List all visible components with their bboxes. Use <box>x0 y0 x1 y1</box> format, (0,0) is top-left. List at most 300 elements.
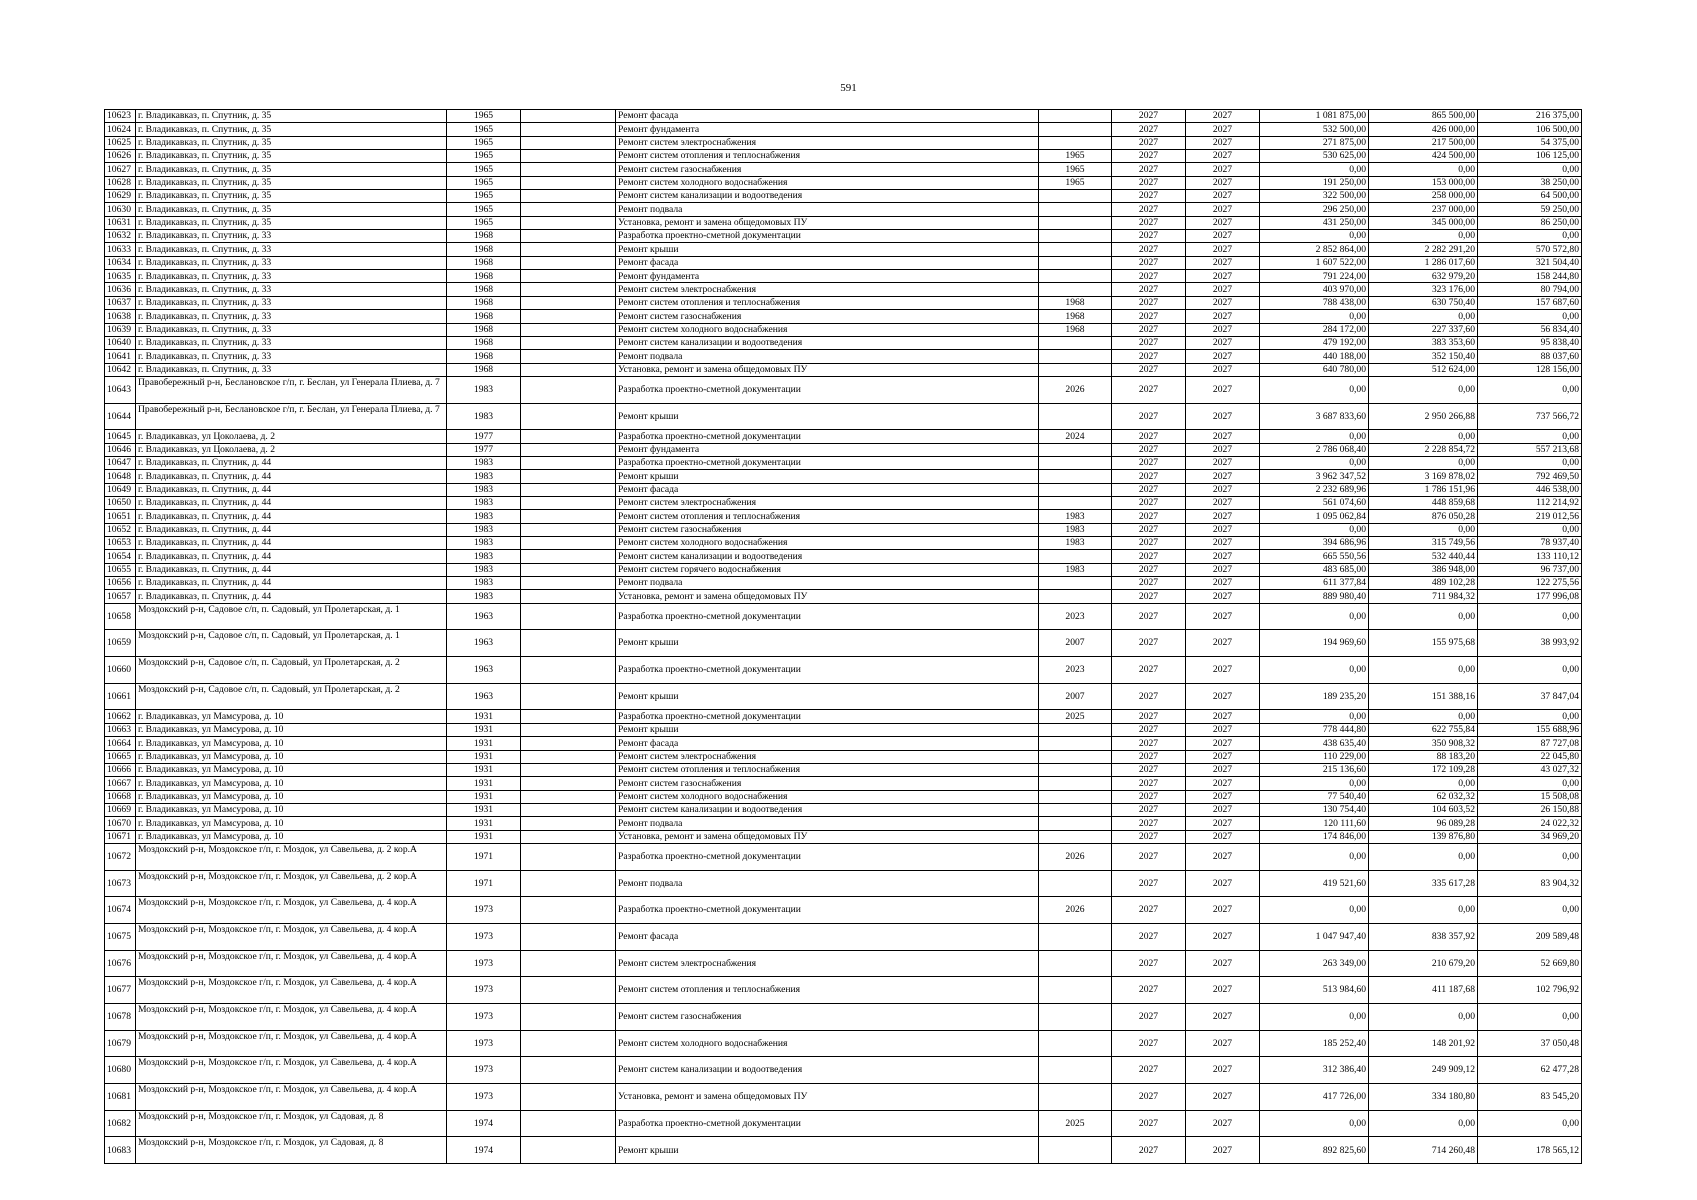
cell-total-cost: 312 386,40 <box>1260 1057 1369 1084</box>
cell-plan-year-start: 2027 <box>1112 336 1186 349</box>
table-row <box>105 1057 1582 1084</box>
cell-row-number: 10658 <box>105 603 136 630</box>
cell-fund-cost: 876 050,28 <box>1369 510 1478 523</box>
cell-work-type: Ремонт систем холодного водоснабжения <box>616 537 1039 550</box>
table-row <box>105 336 1582 349</box>
cell-last-repair-year <box>1039 950 1112 977</box>
cell-plan-year-start: 2027 <box>1112 563 1186 576</box>
cell-extra-info <box>521 430 616 443</box>
cell-address: Моздокский р-н, Моздокское г/п, г. Моздок, ул Савельева, д. 4 кор.А <box>136 1004 447 1031</box>
cell-total-cost: 0,00 <box>1260 657 1369 684</box>
cell-last-repair-year <box>1039 577 1112 590</box>
cell-row-number: 10681 <box>105 1084 136 1111</box>
cell-address: Правобережный р-н, Беслановское г/п, г. Беслан, ул Генерала Плиева, д. 7 <box>136 403 447 430</box>
table-row <box>105 843 1582 870</box>
cell-fund-cost: 153 000,00 <box>1369 176 1478 189</box>
cell-extra-info <box>521 470 616 483</box>
cell-owner-cost: 321 504,40 <box>1478 256 1582 269</box>
cell-fund-cost: 151 388,16 <box>1369 683 1478 710</box>
cell-extra-info <box>521 510 616 523</box>
cell-plan-year-start: 2027 <box>1112 470 1186 483</box>
cell-row-number: 10633 <box>105 243 136 256</box>
table-row <box>105 243 1582 256</box>
cell-extra-info <box>521 790 616 803</box>
cell-owner-cost: 38 250,00 <box>1478 176 1582 189</box>
cell-plan-year-end: 2027 <box>1186 777 1260 790</box>
cell-address: г. Владикавказ, ул Мамсурова, д. 10 <box>136 737 447 750</box>
cell-fund-cost: 0,00 <box>1369 376 1478 403</box>
cell-extra-info <box>521 403 616 430</box>
cell-extra-info <box>521 737 616 750</box>
cell-extra-info <box>521 296 616 309</box>
cell-work-type: Ремонт крыши <box>616 723 1039 736</box>
cell-build-year: 1965 <box>447 110 521 123</box>
cell-fund-cost: 2 282 291,20 <box>1369 243 1478 256</box>
cell-plan-year-start: 2027 <box>1112 777 1186 790</box>
cell-total-cost: 2 786 068,40 <box>1260 443 1369 456</box>
cell-row-number: 10680 <box>105 1057 136 1084</box>
cell-last-repair-year: 1968 <box>1039 323 1112 336</box>
cell-total-cost: 2 852 864,00 <box>1260 243 1369 256</box>
cell-plan-year-start: 2027 <box>1112 723 1186 736</box>
cell-extra-info <box>521 216 616 229</box>
cell-plan-year-end: 2027 <box>1186 256 1260 269</box>
cell-total-cost: 532 500,00 <box>1260 123 1369 136</box>
cell-total-cost: 191 250,00 <box>1260 176 1369 189</box>
cell-work-type: Ремонт систем отопления и теплоснабжения <box>616 510 1039 523</box>
cell-total-cost: 0,00 <box>1260 376 1369 403</box>
cell-extra-info <box>521 1110 616 1137</box>
cell-fund-cost: 62 032,32 <box>1369 790 1478 803</box>
cell-owner-cost: 792 469,50 <box>1478 470 1582 483</box>
cell-row-number: 10646 <box>105 443 136 456</box>
cell-plan-year-end: 2027 <box>1186 657 1260 684</box>
table-row <box>105 470 1582 483</box>
cell-owner-cost: 26 150,88 <box>1478 803 1582 816</box>
cell-plan-year-start: 2027 <box>1112 790 1186 803</box>
cell-address: г. Владикавказ, п. Спутник, д. 33 <box>136 256 447 269</box>
cell-work-type: Ремонт крыши <box>616 403 1039 430</box>
cell-last-repair-year: 2026 <box>1039 376 1112 403</box>
cell-fund-cost: 334 180,80 <box>1369 1084 1478 1111</box>
cell-total-cost: 0,00 <box>1260 777 1369 790</box>
cell-last-repair-year: 1965 <box>1039 163 1112 176</box>
table-row <box>105 496 1582 509</box>
cell-extra-info <box>521 176 616 189</box>
cell-work-type: Разработка проектно-сметной документации <box>616 456 1039 469</box>
cell-plan-year-start: 2027 <box>1112 123 1186 136</box>
cell-build-year: 1973 <box>447 923 521 950</box>
table-row <box>105 523 1582 536</box>
cell-row-number: 10628 <box>105 176 136 189</box>
cell-extra-info <box>521 136 616 149</box>
cell-fund-cost: 0,00 <box>1369 163 1478 176</box>
cell-plan-year-end: 2027 <box>1186 817 1260 830</box>
cell-last-repair-year: 2024 <box>1039 430 1112 443</box>
cell-row-number: 10642 <box>105 363 136 376</box>
cell-extra-info <box>521 376 616 403</box>
cell-last-repair-year <box>1039 243 1112 256</box>
cell-owner-cost: 56 834,40 <box>1478 323 1582 336</box>
cell-fund-cost: 172 109,28 <box>1369 763 1478 776</box>
cell-total-cost: 0,00 <box>1260 163 1369 176</box>
cell-row-number: 10623 <box>105 110 136 123</box>
cell-total-cost: 0,00 <box>1260 430 1369 443</box>
cell-row-number: 10651 <box>105 510 136 523</box>
cell-work-type: Ремонт фасада <box>616 110 1039 123</box>
cell-address: Моздокский р-н, Моздокское г/п, г. Моздок, ул Савельева, д. 4 кор.А <box>136 977 447 1004</box>
cell-work-type: Ремонт систем отопления и теплоснабжения <box>616 296 1039 309</box>
cell-address: г. Владикавказ, п. Спутник, д. 33 <box>136 283 447 296</box>
cell-build-year: 1977 <box>447 443 521 456</box>
cell-plan-year-start: 2027 <box>1112 270 1186 283</box>
cell-build-year: 1931 <box>447 723 521 736</box>
cell-total-cost: 263 349,00 <box>1260 950 1369 977</box>
cell-plan-year-start: 2027 <box>1112 590 1186 603</box>
cell-address: Моздокский р-н, Моздокское г/п, г. Моздок, ул Савельева, д. 2 кор.А <box>136 843 447 870</box>
cell-plan-year-end: 2027 <box>1186 1030 1260 1057</box>
table-row <box>105 483 1582 496</box>
cell-work-type: Ремонт подвала <box>616 817 1039 830</box>
cell-build-year: 1973 <box>447 1084 521 1111</box>
cell-work-type: Ремонт систем канализации и водоотведения <box>616 803 1039 816</box>
cell-build-year: 1963 <box>447 683 521 710</box>
cell-build-year: 1963 <box>447 630 521 657</box>
cell-last-repair-year: 1968 <box>1039 310 1112 323</box>
cell-plan-year-end: 2027 <box>1186 296 1260 309</box>
cell-plan-year-end: 2027 <box>1186 950 1260 977</box>
cell-plan-year-end: 2027 <box>1186 430 1260 443</box>
cell-fund-cost: 2 950 266,88 <box>1369 403 1478 430</box>
cell-work-type: Ремонт фасада <box>616 256 1039 269</box>
cell-last-repair-year: 1983 <box>1039 537 1112 550</box>
cell-work-type: Ремонт систем отопления и теплоснабжения <box>616 763 1039 776</box>
cell-last-repair-year <box>1039 777 1112 790</box>
cell-last-repair-year <box>1039 750 1112 763</box>
cell-work-type: Ремонт систем канализации и водоотведения <box>616 1057 1039 1084</box>
table-row <box>105 363 1582 376</box>
cell-last-repair-year: 1983 <box>1039 510 1112 523</box>
table-row <box>105 216 1582 229</box>
cell-plan-year-start: 2027 <box>1112 603 1186 630</box>
cell-row-number: 10672 <box>105 843 136 870</box>
table-row <box>105 190 1582 203</box>
cell-owner-cost: 106 125,00 <box>1478 150 1582 163</box>
cell-last-repair-year <box>1039 336 1112 349</box>
cell-fund-cost: 335 617,28 <box>1369 870 1478 897</box>
table-row <box>105 537 1582 550</box>
cell-work-type: Разработка проектно-сметной документации <box>616 603 1039 630</box>
cell-address: г. Владикавказ, п. Спутник, д. 35 <box>136 216 447 229</box>
cell-address: г. Владикавказ, п. Спутник, д. 44 <box>136 483 447 496</box>
cell-last-repair-year <box>1039 363 1112 376</box>
cell-total-cost: 271 875,00 <box>1260 136 1369 149</box>
cell-last-repair-year <box>1039 403 1112 430</box>
cell-plan-year-end: 2027 <box>1186 283 1260 296</box>
cell-address: г. Владикавказ, п. Спутник, д. 44 <box>136 456 447 469</box>
table-row <box>105 923 1582 950</box>
table-row <box>105 430 1582 443</box>
table-row <box>105 803 1582 816</box>
cell-build-year: 1965 <box>447 163 521 176</box>
cell-owner-cost: 0,00 <box>1478 456 1582 469</box>
cell-fund-cost: 0,00 <box>1369 523 1478 536</box>
cell-build-year: 1968 <box>447 350 521 363</box>
cell-work-type: Ремонт систем газоснабжения <box>616 777 1039 790</box>
cell-build-year: 1974 <box>447 1110 521 1137</box>
cell-build-year: 1973 <box>447 1030 521 1057</box>
cell-owner-cost: 209 589,48 <box>1478 923 1582 950</box>
cell-last-repair-year <box>1039 470 1112 483</box>
cell-last-repair-year <box>1039 1030 1112 1057</box>
cell-plan-year-end: 2027 <box>1186 163 1260 176</box>
cell-work-type: Ремонт фасада <box>616 737 1039 750</box>
cell-fund-cost: 3 169 878,02 <box>1369 470 1478 483</box>
cell-work-type: Ремонт систем электроснабжения <box>616 950 1039 977</box>
cell-fund-cost: 532 440,44 <box>1369 550 1478 563</box>
cell-work-type: Ремонт систем газоснабжения <box>616 163 1039 176</box>
cell-plan-year-end: 2027 <box>1186 1110 1260 1137</box>
cell-last-repair-year: 1983 <box>1039 563 1112 576</box>
cell-work-type: Ремонт крыши <box>616 1137 1039 1164</box>
cell-build-year: 1983 <box>447 496 521 509</box>
cell-plan-year-start: 2027 <box>1112 683 1186 710</box>
cell-plan-year-end: 2027 <box>1186 563 1260 576</box>
cell-build-year: 1983 <box>447 456 521 469</box>
cell-owner-cost: 128 156,00 <box>1478 363 1582 376</box>
table-row <box>105 1084 1582 1111</box>
cell-plan-year-start: 2027 <box>1112 350 1186 363</box>
cell-last-repair-year <box>1039 456 1112 469</box>
cell-fund-cost: 217 500,00 <box>1369 136 1478 149</box>
table-row <box>105 737 1582 750</box>
cell-build-year: 1974 <box>447 1137 521 1164</box>
cell-address: г. Владикавказ, п. Спутник, д. 44 <box>136 577 447 590</box>
cell-plan-year-start: 2027 <box>1112 1030 1186 1057</box>
cell-row-number: 10682 <box>105 1110 136 1137</box>
cell-work-type: Ремонт крыши <box>616 470 1039 483</box>
cell-last-repair-year <box>1039 216 1112 229</box>
cell-plan-year-end: 2027 <box>1186 763 1260 776</box>
cell-extra-info <box>521 843 616 870</box>
capital-repair-table <box>104 109 1582 1164</box>
cell-work-type: Ремонт систем холодного водоснабжения <box>616 323 1039 336</box>
cell-build-year: 1965 <box>447 203 521 216</box>
cell-owner-cost: 78 937,40 <box>1478 537 1582 550</box>
cell-work-type: Разработка проектно-сметной документации <box>616 376 1039 403</box>
cell-extra-info <box>521 203 616 216</box>
cell-owner-cost: 83 904,32 <box>1478 870 1582 897</box>
cell-owner-cost: 87 727,08 <box>1478 737 1582 750</box>
cell-row-number: 10665 <box>105 750 136 763</box>
cell-plan-year-end: 2027 <box>1186 723 1260 736</box>
cell-total-cost: 438 635,40 <box>1260 737 1369 750</box>
cell-owner-cost: 112 214,92 <box>1478 496 1582 509</box>
cell-plan-year-end: 2027 <box>1186 550 1260 563</box>
cell-address: Правобережный р-н, Беслановское г/п, г. Беслан, ул Генерала Плиева, д. 7 <box>136 376 447 403</box>
cell-work-type: Установка, ремонт и замена общедомовых ПУ <box>616 363 1039 376</box>
table-row <box>105 550 1582 563</box>
cell-plan-year-start: 2027 <box>1112 510 1186 523</box>
cell-work-type: Ремонт подвала <box>616 350 1039 363</box>
cell-extra-info <box>521 923 616 950</box>
cell-work-type: Ремонт систем газоснабжения <box>616 523 1039 536</box>
cell-address: г. Владикавказ, п. Спутник, д. 33 <box>136 363 447 376</box>
cell-last-repair-year: 2026 <box>1039 897 1112 924</box>
cell-owner-cost: 95 838,40 <box>1478 336 1582 349</box>
cell-work-type: Ремонт систем горячего водоснабжения <box>616 563 1039 576</box>
cell-row-number: 10643 <box>105 376 136 403</box>
cell-total-cost: 2 232 689,96 <box>1260 483 1369 496</box>
cell-work-type: Разработка проектно-сметной документации <box>616 1110 1039 1137</box>
cell-total-cost: 1 607 522,00 <box>1260 256 1369 269</box>
cell-fund-cost: 383 353,60 <box>1369 336 1478 349</box>
cell-plan-year-end: 2027 <box>1186 363 1260 376</box>
cell-fund-cost: 711 984,32 <box>1369 590 1478 603</box>
table-row <box>105 590 1582 603</box>
table-row <box>105 657 1582 684</box>
cell-extra-info <box>521 603 616 630</box>
cell-row-number: 10661 <box>105 683 136 710</box>
cell-owner-cost: 80 794,00 <box>1478 283 1582 296</box>
cell-row-number: 10671 <box>105 830 136 843</box>
table-row <box>105 577 1582 590</box>
cell-plan-year-start: 2027 <box>1112 897 1186 924</box>
cell-last-repair-year: 2007 <box>1039 630 1112 657</box>
cell-plan-year-end: 2027 <box>1186 1084 1260 1111</box>
cell-last-repair-year <box>1039 817 1112 830</box>
cell-owner-cost: 446 538,00 <box>1478 483 1582 496</box>
cell-fund-cost: 210 679,20 <box>1369 950 1478 977</box>
cell-address: г. Владикавказ, ул Цоколаева, д. 2 <box>136 430 447 443</box>
cell-plan-year-start: 2027 <box>1112 483 1186 496</box>
cell-row-number: 10659 <box>105 630 136 657</box>
cell-address: г. Владикавказ, п. Спутник, д. 35 <box>136 163 447 176</box>
cell-fund-cost: 0,00 <box>1369 1110 1478 1137</box>
table-row <box>105 510 1582 523</box>
cell-plan-year-end: 2027 <box>1186 270 1260 283</box>
cell-work-type: Ремонт систем электроснабжения <box>616 136 1039 149</box>
cell-owner-cost: 37 050,48 <box>1478 1030 1582 1057</box>
cell-plan-year-start: 2027 <box>1112 1004 1186 1031</box>
cell-total-cost: 130 754,40 <box>1260 803 1369 816</box>
cell-address: г. Владикавказ, п. Спутник, д. 35 <box>136 110 447 123</box>
cell-fund-cost: 0,00 <box>1369 843 1478 870</box>
cell-work-type: Ремонт фундамента <box>616 270 1039 283</box>
cell-build-year: 1973 <box>447 1057 521 1084</box>
cell-last-repair-year <box>1039 190 1112 203</box>
cell-extra-info <box>521 323 616 336</box>
cell-work-type: Ремонт крыши <box>616 683 1039 710</box>
cell-build-year: 1973 <box>447 897 521 924</box>
table-row <box>105 110 1582 123</box>
cell-build-year: 1931 <box>447 803 521 816</box>
cell-total-cost: 640 780,00 <box>1260 363 1369 376</box>
cell-fund-cost: 714 260,48 <box>1369 1137 1478 1164</box>
cell-address: г. Владикавказ, п. Спутник, д. 44 <box>136 563 447 576</box>
table-row <box>105 1030 1582 1057</box>
cell-address: г. Владикавказ, п. Спутник, д. 44 <box>136 550 447 563</box>
cell-owner-cost: 557 213,68 <box>1478 443 1582 456</box>
cell-work-type: Разработка проектно-сметной документации <box>616 710 1039 723</box>
cell-address: г. Владикавказ, ул Мамсурова, д. 10 <box>136 723 447 736</box>
cell-plan-year-start: 2027 <box>1112 456 1186 469</box>
cell-total-cost: 892 825,60 <box>1260 1137 1369 1164</box>
table-body <box>105 110 1582 1164</box>
cell-build-year: 1931 <box>447 817 521 830</box>
table-row <box>105 136 1582 149</box>
cell-address: Моздокский р-н, Моздокское г/п, г. Моздок, ул Савельева, д. 4 кор.А <box>136 1057 447 1084</box>
cell-owner-cost: 34 969,20 <box>1478 830 1582 843</box>
cell-last-repair-year <box>1039 977 1112 1004</box>
cell-plan-year-end: 2027 <box>1186 336 1260 349</box>
cell-plan-year-end: 2027 <box>1186 790 1260 803</box>
cell-extra-info <box>521 830 616 843</box>
cell-fund-cost: 838 357,92 <box>1369 923 1478 950</box>
cell-work-type: Ремонт фундамента <box>616 123 1039 136</box>
cell-work-type: Ремонт систем канализации и водоотведения <box>616 190 1039 203</box>
cell-address: Моздокский р-н, Моздокское г/п, г. Моздок, ул Савельева, д. 4 кор.А <box>136 897 447 924</box>
cell-address: г. Владикавказ, п. Спутник, д. 44 <box>136 590 447 603</box>
cell-owner-cost: 0,00 <box>1478 376 1582 403</box>
cell-total-cost: 1 081 875,00 <box>1260 110 1369 123</box>
cell-last-repair-year <box>1039 283 1112 296</box>
cell-fund-cost: 386 948,00 <box>1369 563 1478 576</box>
cell-address: Моздокский р-н, Садовое с/п, п. Садовый, ул Пролетарская, д. 2 <box>136 683 447 710</box>
cell-extra-info <box>521 190 616 203</box>
cell-plan-year-start: 2027 <box>1112 203 1186 216</box>
cell-plan-year-end: 2027 <box>1186 470 1260 483</box>
cell-fund-cost: 104 603,52 <box>1369 803 1478 816</box>
cell-fund-cost: 350 908,32 <box>1369 737 1478 750</box>
cell-extra-info <box>521 243 616 256</box>
cell-last-repair-year: 2023 <box>1039 657 1112 684</box>
cell-plan-year-end: 2027 <box>1186 897 1260 924</box>
cell-plan-year-end: 2027 <box>1186 510 1260 523</box>
cell-plan-year-start: 2027 <box>1112 176 1186 189</box>
cell-address: г. Владикавказ, п. Спутник, д. 35 <box>136 136 447 149</box>
cell-extra-info <box>521 777 616 790</box>
cell-row-number: 10656 <box>105 577 136 590</box>
cell-plan-year-end: 2027 <box>1186 923 1260 950</box>
cell-last-repair-year <box>1039 723 1112 736</box>
cell-address: Моздокский р-н, Садовое с/п, п. Садовый, ул Пролетарская, д. 1 <box>136 630 447 657</box>
cell-total-cost: 296 250,00 <box>1260 203 1369 216</box>
cell-address: г. Владикавказ, ул Мамсурова, д. 10 <box>136 763 447 776</box>
cell-owner-cost: 157 687,60 <box>1478 296 1582 309</box>
cell-owner-cost: 83 545,20 <box>1478 1084 1582 1111</box>
cell-row-number: 10673 <box>105 870 136 897</box>
cell-row-number: 10663 <box>105 723 136 736</box>
cell-owner-cost: 158 244,80 <box>1478 270 1582 283</box>
cell-last-repair-year: 1965 <box>1039 176 1112 189</box>
cell-plan-year-end: 2027 <box>1186 590 1260 603</box>
cell-work-type: Ремонт фасада <box>616 923 1039 950</box>
cell-fund-cost: 139 876,80 <box>1369 830 1478 843</box>
cell-plan-year-end: 2027 <box>1186 136 1260 149</box>
cell-owner-cost: 52 669,80 <box>1478 950 1582 977</box>
cell-extra-info <box>521 256 616 269</box>
cell-fund-cost: 426 000,00 <box>1369 123 1478 136</box>
cell-build-year: 1983 <box>447 563 521 576</box>
cell-row-number: 10632 <box>105 230 136 243</box>
cell-build-year: 1965 <box>447 190 521 203</box>
cell-build-year: 1968 <box>447 270 521 283</box>
table-row <box>105 870 1582 897</box>
cell-address: Моздокский р-н, Садовое с/п, п. Садовый, ул Пролетарская, д. 1 <box>136 603 447 630</box>
cell-owner-cost: 0,00 <box>1478 1110 1582 1137</box>
cell-last-repair-year <box>1039 350 1112 363</box>
